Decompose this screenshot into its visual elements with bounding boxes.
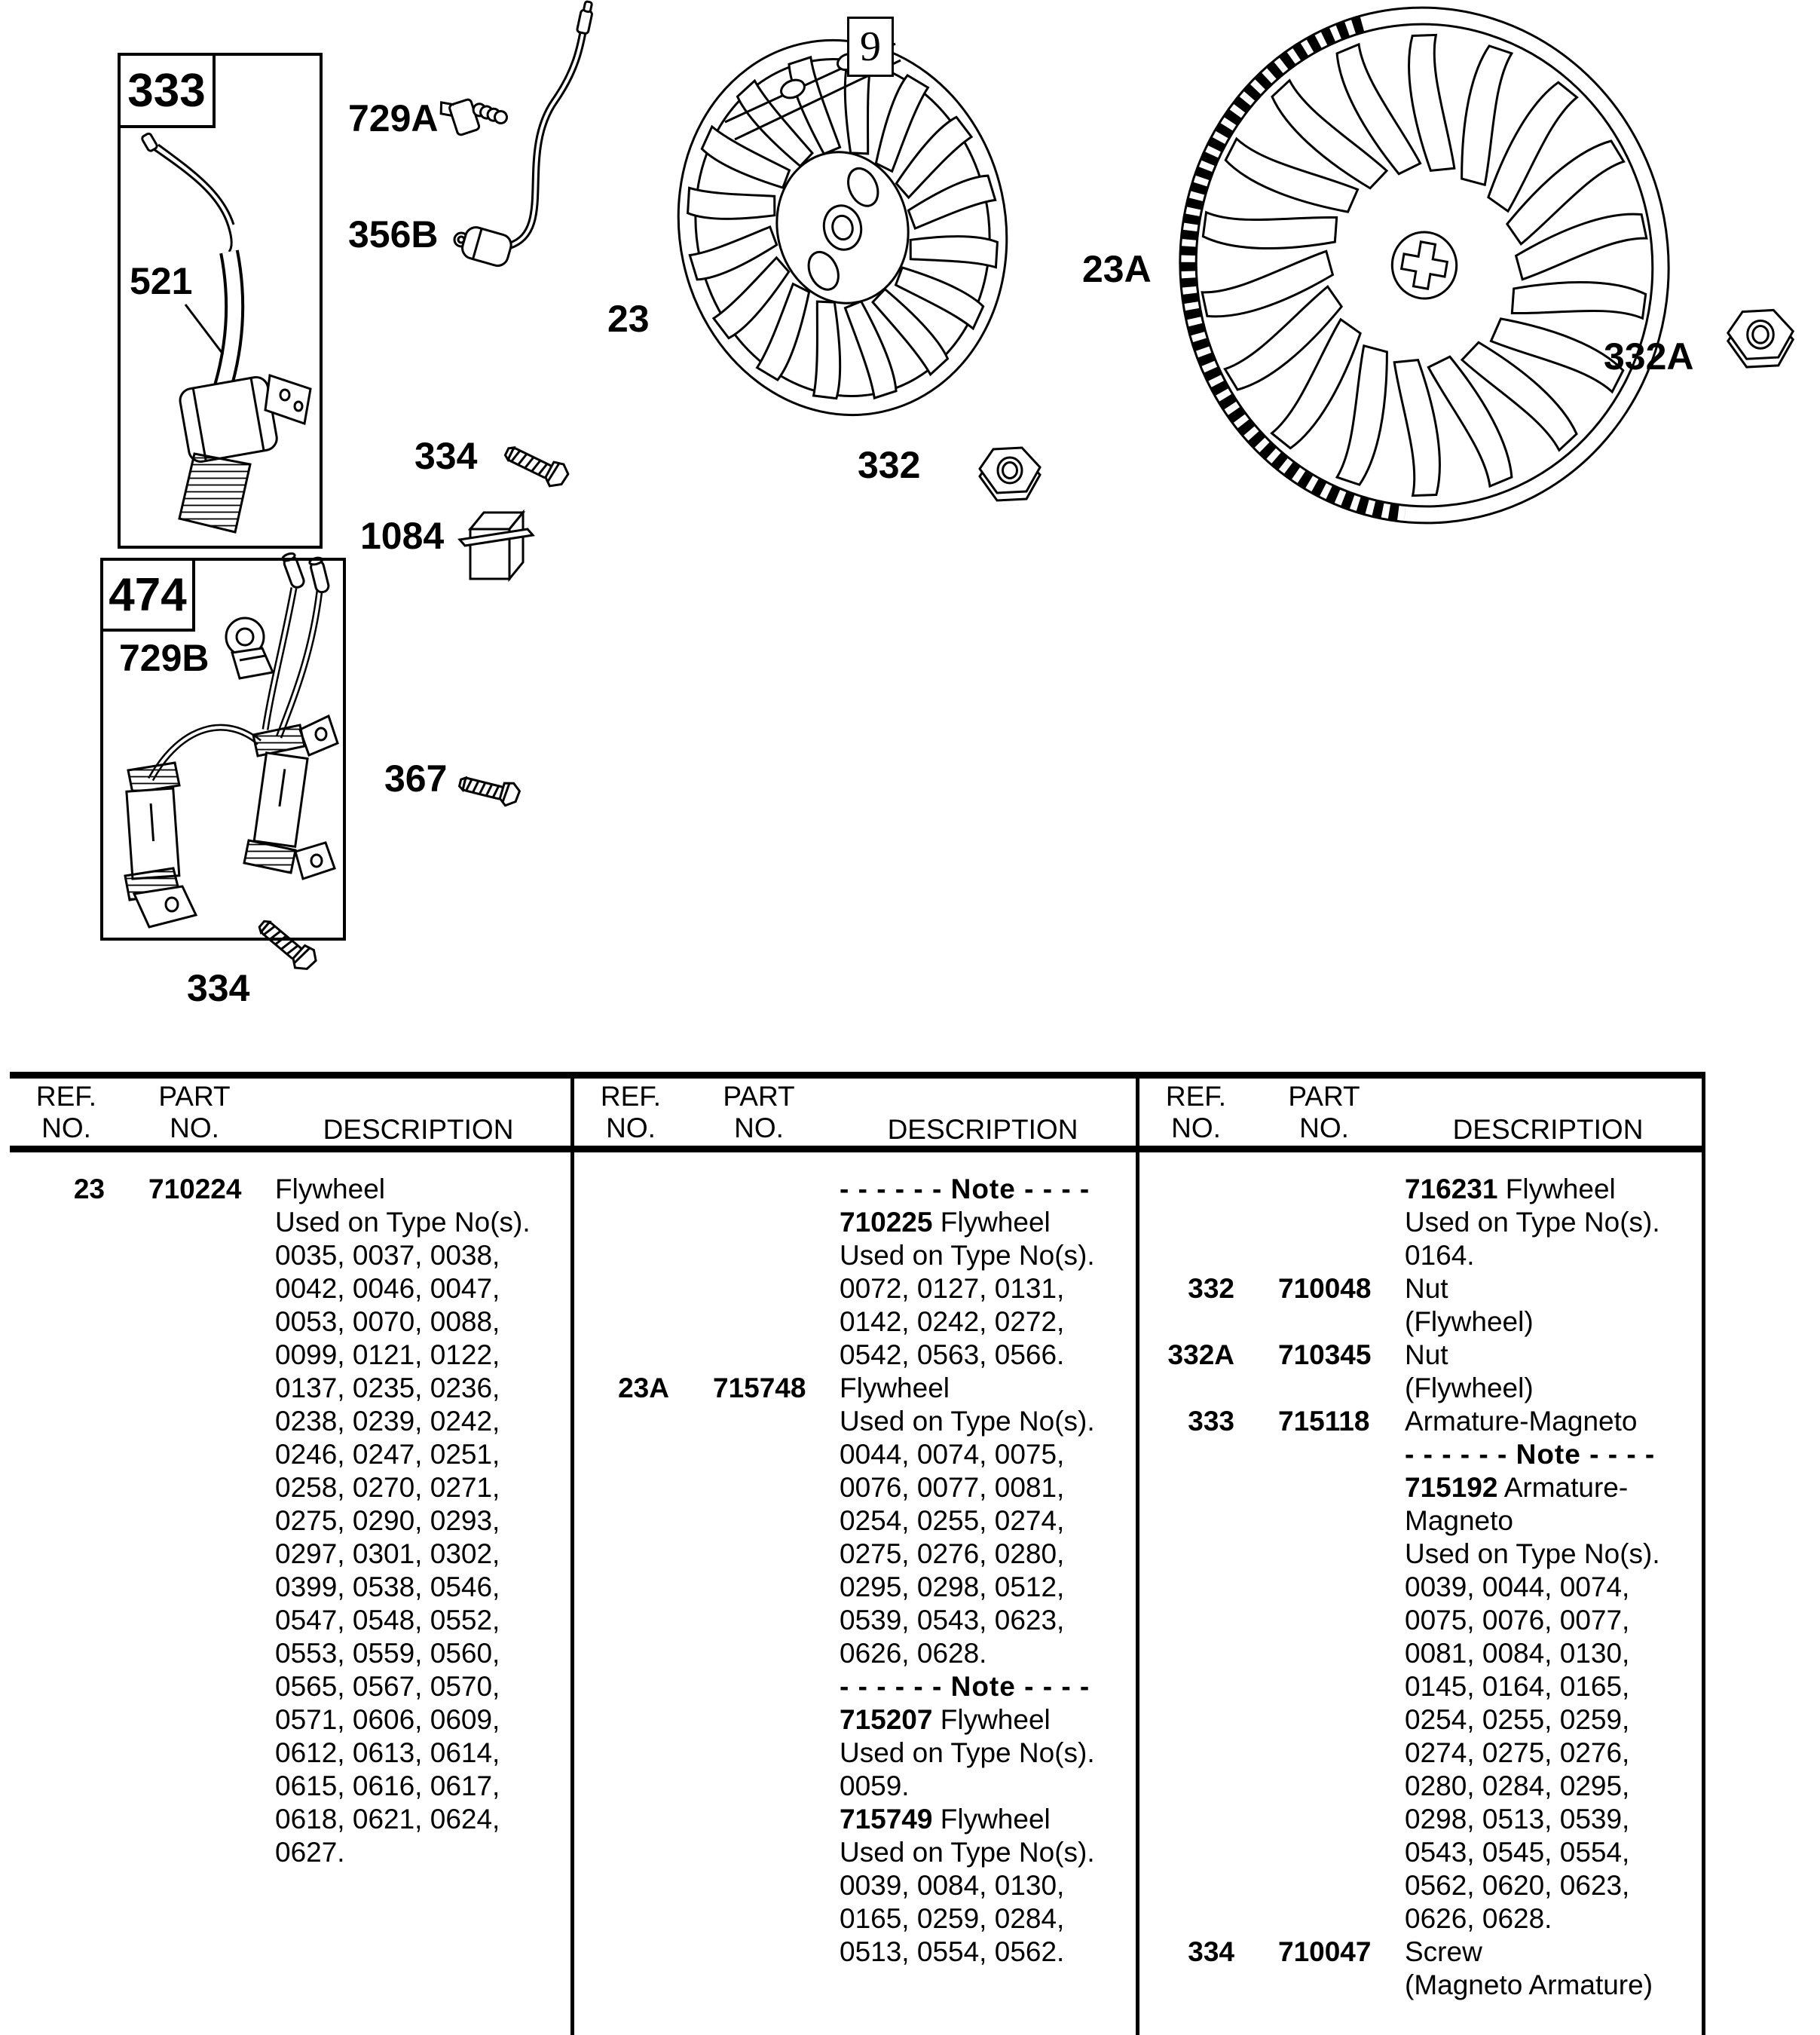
description	[1386, 1339, 1700, 1405]
flywheel-23a-drawing	[1158, 0, 1690, 543]
screw-367-drawing	[457, 771, 521, 808]
label-332a: 332A	[1604, 335, 1694, 378]
description-line: 0612, 0613, 0614,	[275, 1737, 500, 1768]
ref-no: 333	[1188, 1406, 1234, 1437]
part-no: 710048	[1278, 1273, 1372, 1304]
description-line: (Magneto Armature)	[1405, 1969, 1653, 2000]
description-line: 0618, 0621, 0624,	[275, 1804, 500, 1835]
table-header-col3	[1139, 1081, 1700, 1146]
parts-column-2	[574, 1173, 1135, 1969]
description-line: 0076, 0077, 0081,	[840, 1472, 1065, 1503]
label-333: 333	[127, 64, 206, 117]
part-no: 715748	[713, 1372, 806, 1403]
description-line: Used on Type No(s).	[840, 1406, 1095, 1437]
note-separator: - - - - - - Note - - - -	[840, 1174, 1090, 1204]
label-367: 367	[384, 757, 448, 800]
nut-332a-drawing	[1728, 310, 1793, 367]
description-line: 0615, 0616, 0617,	[275, 1770, 500, 1801]
description-line: 0547, 0548, 0552,	[275, 1605, 500, 1636]
description-line: 0238, 0239, 0242,	[275, 1406, 500, 1437]
description-line: 0254, 0255, 0259,	[1405, 1704, 1630, 1735]
description	[1386, 1936, 1700, 2002]
description-line: 715207 Flywheel	[840, 1704, 1051, 1735]
description-line: Magneto	[1405, 1505, 1513, 1536]
label-356b: 356B	[348, 213, 439, 256]
part-no-header: PART NO.	[1288, 1081, 1360, 1143]
description-line: 0081, 0084, 0130,	[1405, 1638, 1630, 1669]
table-entry	[1139, 1339, 1700, 1405]
description-line: Nut	[1405, 1273, 1448, 1304]
description-line: 0298, 0513, 0539,	[1405, 1804, 1630, 1835]
description	[256, 1173, 570, 1869]
description-line: 715192 Armature-	[1405, 1472, 1629, 1503]
description-line: 0053, 0070, 0088,	[275, 1306, 500, 1337]
description-line: Flywheel	[275, 1174, 385, 1204]
description-line: 0571, 0606, 0609,	[275, 1704, 500, 1735]
description-line: 0543, 0545, 0554,	[1405, 1837, 1630, 1868]
inset-ref-9-box	[847, 17, 894, 77]
description-line: 0254, 0255, 0274,	[840, 1505, 1065, 1536]
description-line: 0565, 0567, 0570,	[275, 1671, 500, 1702]
description-header: DESCRIPTION	[1452, 1114, 1644, 1145]
description	[1386, 1272, 1700, 1339]
description-line: 0627.	[275, 1837, 345, 1868]
description-line: 0275, 0276, 0280,	[840, 1538, 1065, 1569]
description-line: Screw	[1405, 1936, 1482, 1967]
part-no: 710224	[148, 1174, 242, 1204]
ref-no	[574, 1173, 681, 1372]
description	[1386, 1405, 1700, 1936]
description-line: 715749 Flywheel	[840, 1804, 1051, 1835]
description-line: (Flywheel)	[1405, 1306, 1534, 1337]
part-no-header: PART NO.	[158, 1081, 231, 1143]
description-line: 0039, 0044, 0074,	[1405, 1571, 1630, 1602]
label-23a: 23A	[1082, 248, 1152, 290]
description-line: 0044, 0074, 0075,	[840, 1439, 1065, 1470]
description-line: 0042, 0046, 0047,	[275, 1273, 500, 1304]
table-entry	[574, 1173, 1135, 1372]
description-header: DESCRIPTION	[323, 1114, 514, 1145]
callout-box-333-label	[118, 53, 216, 128]
description-line: 0059.	[840, 1770, 910, 1801]
parts-column-3	[1139, 1173, 1700, 2002]
part-no-header: PART NO.	[723, 1081, 795, 1143]
note-separator: - - - - - - Note - - - -	[840, 1671, 1090, 1702]
ref-no	[1139, 1173, 1246, 1272]
parts-column-1	[10, 1173, 570, 1869]
description-line: 0072, 0127, 0131,	[840, 1273, 1065, 1304]
screw-334-top-drawing	[502, 439, 571, 491]
table-top-border	[10, 1072, 1705, 1079]
description-line: 0258, 0270, 0271,	[275, 1472, 500, 1503]
description	[821, 1372, 1135, 1969]
description-line: Used on Type No(s).	[1405, 1207, 1660, 1238]
label-334-top: 334	[414, 435, 478, 477]
ref-no: 334	[1188, 1936, 1234, 1967]
description-line: 0513, 0554, 0562.	[840, 1936, 1065, 1967]
description	[821, 1173, 1135, 1372]
description-line: 710225 Flywheel	[840, 1207, 1051, 1238]
table-entry	[1139, 1936, 1700, 2002]
description-line: 0274, 0275, 0276,	[1405, 1737, 1630, 1768]
description-line: 0145, 0164, 0165,	[1405, 1671, 1630, 1702]
description-line: 0539, 0543, 0623,	[840, 1605, 1065, 1636]
label-521: 521	[130, 260, 193, 302]
table-right-border	[1702, 1072, 1705, 2035]
table-entry	[1139, 1272, 1700, 1339]
description-line: Flywheel	[840, 1372, 950, 1403]
description-header: DESCRIPTION	[887, 1114, 1078, 1145]
description-line: 0137, 0235, 0236,	[275, 1372, 500, 1403]
description-line: Used on Type No(s).	[840, 1240, 1095, 1271]
description-line: 0275, 0290, 0293,	[275, 1505, 500, 1536]
table-header-separator	[10, 1146, 1705, 1152]
description-line: 0626, 0628.	[840, 1638, 987, 1669]
note-separator: - - - - - - Note - - - -	[1405, 1439, 1656, 1470]
table-entry	[1139, 1173, 1700, 1272]
table-header-col2	[574, 1081, 1135, 1146]
label-23: 23	[607, 298, 650, 340]
description-line: 0553, 0559, 0560,	[275, 1638, 500, 1669]
nut-332-drawing	[980, 448, 1040, 500]
description-line: 0562, 0620, 0623,	[1405, 1870, 1630, 1901]
description-line: 0297, 0301, 0302,	[275, 1538, 500, 1569]
ref-no: 332A	[1167, 1339, 1234, 1370]
part-no: 710345	[1278, 1339, 1372, 1370]
table-header-col1	[10, 1081, 570, 1146]
description-line: Used on Type No(s).	[840, 1837, 1095, 1868]
label-729b: 729B	[119, 637, 210, 679]
description-line: 716231 Flywheel	[1405, 1174, 1616, 1204]
description-line: Nut	[1405, 1339, 1448, 1370]
description-line: 0280, 0284, 0295,	[1405, 1770, 1630, 1801]
ref-no-header: REF. NO.	[1165, 1081, 1227, 1143]
description-line: 0295, 0298, 0512,	[840, 1571, 1065, 1602]
connector-729a-drawing	[438, 84, 509, 140]
table-entry	[10, 1173, 570, 1869]
label-1084: 1084	[360, 515, 445, 557]
ref-no: 332	[1188, 1273, 1234, 1304]
ref-no-header: REF. NO.	[600, 1081, 662, 1143]
part-no	[681, 1173, 821, 1372]
label-474: 474	[109, 568, 187, 621]
label-729a: 729A	[348, 97, 439, 139]
boot-wire-356b-drawing	[454, 1, 595, 268]
flywheel-23-drawing	[644, 10, 1042, 446]
table-entry	[574, 1372, 1135, 1969]
description-line: Used on Type No(s).	[275, 1207, 531, 1238]
description-line: (Flywheel)	[1405, 1372, 1534, 1403]
description-line: 0039, 0084, 0130,	[840, 1870, 1065, 1901]
callout-box-474	[100, 558, 346, 941]
part-no: 710047	[1278, 1936, 1372, 1967]
condenser-1084-drawing	[460, 513, 533, 579]
description-line: 0164.	[1405, 1240, 1475, 1271]
label-9: 9	[860, 23, 881, 70]
part-no	[1246, 1173, 1386, 1272]
table-entry	[1139, 1405, 1700, 1936]
description-line: 0099, 0121, 0122,	[275, 1339, 500, 1370]
description-line: 0075, 0076, 0077,	[1405, 1605, 1630, 1636]
description-line: 0246, 0247, 0251,	[275, 1439, 500, 1470]
description	[1386, 1173, 1700, 1272]
label-332: 332	[858, 444, 921, 486]
description-line: Used on Type No(s).	[1405, 1538, 1660, 1569]
description-line: 0626, 0628.	[1405, 1903, 1552, 1934]
description-line: 0399, 0538, 0546,	[275, 1571, 500, 1602]
description-line: 0542, 0563, 0566.	[840, 1339, 1065, 1370]
part-no: 715118	[1278, 1406, 1370, 1437]
description-line: Used on Type No(s).	[840, 1737, 1095, 1768]
ref-no-header: REF. NO.	[35, 1081, 97, 1143]
description-line: 0035, 0037, 0038,	[275, 1240, 500, 1271]
description-line: Armature-Magneto	[1405, 1406, 1638, 1437]
description-line: 0142, 0242, 0272,	[840, 1306, 1065, 1337]
callout-box-474-label	[100, 558, 195, 632]
ref-no: 23	[73, 1174, 105, 1204]
ref-no: 23A	[618, 1372, 669, 1403]
description-line: 0165, 0259, 0284,	[840, 1903, 1065, 1934]
label-334-bottom: 334	[187, 967, 250, 1009]
